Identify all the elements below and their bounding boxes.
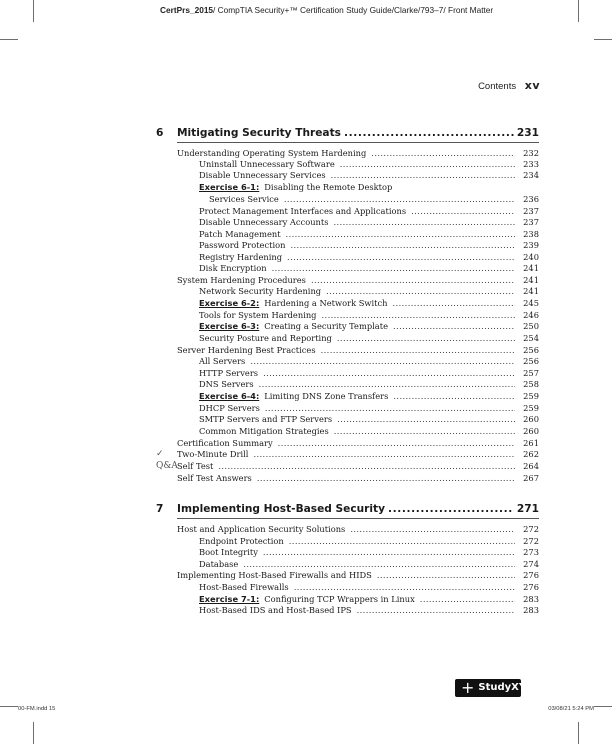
exercise-label: Exercise 6-4: [199, 391, 260, 401]
toc-exercise-entry [177, 297, 539, 309]
slug-date: 03/08/21 5:24 PM [548, 706, 594, 712]
toc-entry-page: 245 [523, 298, 539, 308]
crop-mark [0, 39, 18, 40]
toc-entry-page: 260 [523, 414, 539, 424]
dot-leader [377, 569, 515, 581]
toc-entry-page: 259 [523, 391, 539, 401]
dot-leader [253, 448, 515, 460]
toc-entry-text [177, 413, 332, 425]
toc-entry-title: Common Mitigation Strategies [199, 426, 329, 436]
toc-entry-title: Self Test Answers [177, 473, 252, 483]
toc-entry-text [177, 448, 248, 460]
toc-entry-title: Database [199, 559, 239, 569]
plus-icon: + [461, 678, 475, 697]
toc-entry-title: System Hardening Procedures [177, 275, 306, 285]
running-header-text: / CompTIA Security+™ Certification Study Guide/Clarke/793–7/ Front Matter [213, 5, 494, 15]
toc-entry-page: 237 [523, 206, 539, 216]
toc-entry-title: Two-Minute Drill [177, 449, 249, 459]
toc-entry-title: Network Security Hardening [199, 286, 322, 296]
toc-entry-title: Disk Encryption [199, 263, 267, 273]
chapter-page: 231 [516, 127, 539, 139]
toc-entry-page: 233 [523, 159, 539, 169]
toc-entry-page: 256 [523, 345, 539, 355]
dot-leader [218, 460, 515, 472]
dot-leader [263, 546, 515, 558]
toc-entry-text [177, 239, 285, 251]
dot-leader [290, 239, 515, 251]
exercise-label: Exercise 6-1: [199, 182, 260, 192]
toc-entry-page: 240 [523, 252, 539, 262]
toc-entry [177, 413, 539, 425]
dot-leader [272, 262, 515, 274]
brand-badge [455, 678, 527, 697]
toc-entry-text [177, 285, 321, 297]
toc-entry-page: 276 [523, 570, 539, 580]
toc-entry-text [177, 569, 372, 581]
toc-entry-page: 258 [523, 379, 539, 389]
toc-entry [177, 581, 539, 593]
toc-entry [177, 332, 539, 344]
toc-entry-page: 241 [523, 286, 539, 296]
toc-entry-title: Boot Integrity [199, 547, 258, 557]
toc-entry [177, 285, 539, 297]
dot-leader [393, 390, 515, 402]
toc-entry-page: 241 [523, 263, 539, 273]
exercise-label: Exercise 6-3: [199, 321, 260, 331]
chapter-heading [156, 127, 539, 139]
toc-entry [177, 604, 539, 616]
running-header [160, 5, 493, 15]
toc-entry-title: Endpoint Protection [199, 536, 284, 546]
toc-entry-text [177, 378, 254, 390]
toc-entry-page: 257 [523, 368, 539, 378]
toc-entry-text [177, 460, 213, 472]
toc-entry [177, 193, 539, 205]
page-header-label: Contents [478, 81, 517, 92]
toc-entry-title: HTTP Servers [199, 368, 259, 378]
toc-entry-title: Protect Management Interfaces and Applications [199, 206, 407, 216]
toc-entry-page: 274 [523, 559, 539, 569]
toc-entry-page: 260 [523, 426, 539, 436]
toc-entry-title: DNS Servers [199, 379, 254, 389]
toc-entry-title: Configuring TCP Wrappers in Linux [264, 594, 415, 604]
dot-leader [294, 581, 515, 593]
page-number: xv [524, 79, 540, 92]
toc-entry-page: 283 [523, 594, 539, 604]
toc-entry-text [177, 472, 252, 484]
toc-entry-text [177, 297, 388, 309]
toc-entry [177, 523, 539, 535]
toc-entry-page: 238 [523, 229, 539, 239]
slug-file: 00-FM.indd 15 [18, 706, 56, 712]
toc-entry-title: Tools for System Hardening [199, 310, 317, 320]
toc-entry-title: Services Service [209, 194, 279, 204]
crop-mark [578, 722, 579, 744]
toc-entry-page: 254 [523, 333, 539, 343]
dot-leader [357, 604, 515, 616]
crop-mark [594, 39, 612, 40]
toc-entry-page: 283 [523, 605, 539, 615]
crop-mark [578, 0, 579, 22]
toc-entry-page: 267 [523, 473, 539, 483]
toc-entry-page: 262 [523, 449, 539, 459]
toc-entry-title: Disable Unnecessary Accounts [199, 217, 329, 227]
toc-entry-text [177, 604, 352, 616]
toc-entry-title: SMTP Servers and FTP Servers [199, 414, 333, 424]
dot-leader [326, 285, 515, 297]
exercise-label: Exercise 6-2: [199, 298, 260, 308]
dot-leader [337, 332, 515, 344]
running-header-project: CertPrs_2015 [160, 5, 214, 15]
chapter-title: Implementing Host-Based Security [177, 503, 386, 515]
toc-entry-title: Understanding Operating System Hardening [177, 148, 367, 158]
toc-entry [177, 262, 539, 274]
toc-entry-title: Disabling the Remote Desktop [264, 182, 393, 192]
toc-entry-title: Implementing Host-Based Firewalls and HIDS [177, 570, 372, 580]
toc-entry-text [177, 181, 392, 193]
check-icon: ✓ [156, 449, 164, 459]
toc-entry-page: 261 [523, 438, 539, 448]
toc-entry [156, 448, 539, 460]
toc-entry-title: Security Posture and Reporting [199, 333, 332, 343]
toc-entry-title: Uninstall Unnecessary Software [199, 159, 335, 169]
toc-entry-title: Self Test [177, 461, 214, 471]
toc-entry [177, 169, 539, 181]
chapter-rule [177, 142, 539, 143]
chapter-title: Mitigating Security Threats [177, 127, 341, 139]
brand-name: StudyXY [478, 682, 527, 693]
dot-leader [344, 127, 514, 139]
toc-entry-title: Limiting DNS Zone Transfers [264, 391, 389, 401]
toc-entry-page: 259 [523, 403, 539, 413]
toc-entry-page: 237 [523, 217, 539, 227]
crop-mark [33, 722, 34, 744]
toc-entry-text [177, 169, 326, 181]
toc-entry-title: Hardening a Network Switch [264, 298, 388, 308]
toc-entry-page: 256 [523, 356, 539, 366]
dot-leader [350, 523, 515, 535]
toc-entry-text [177, 390, 388, 402]
dot-leader [331, 169, 515, 181]
toc-entry [177, 472, 539, 484]
toc-entry-text [177, 523, 345, 535]
toc-entry [177, 355, 539, 367]
toc-entry-title: Host and Application Security Solutions [177, 524, 346, 534]
chapter-rule [177, 518, 539, 519]
crop-mark [33, 0, 34, 22]
toc-exercise-entry [177, 181, 539, 193]
toc-entry-page: 264 [523, 461, 539, 471]
toc-entry-page: 232 [523, 148, 539, 158]
toc-entry [177, 425, 539, 437]
toc-entry-page: 273 [523, 547, 539, 557]
dot-leader [337, 413, 515, 425]
dot-leader [284, 193, 515, 205]
toc-entry-text [177, 355, 245, 367]
dot-leader [259, 378, 515, 390]
toc-entry [177, 216, 539, 228]
toc-entry [177, 239, 539, 251]
toc-entry-title: Registry Hardening [199, 252, 283, 262]
toc-entry-page: 239 [523, 240, 539, 250]
crop-mark [0, 706, 18, 707]
chapter-page: 271 [516, 503, 539, 515]
toc-entry-page: 272 [523, 524, 539, 534]
toc-entry-text [177, 581, 289, 593]
toc-entry-title: Creating a Security Template [264, 321, 388, 331]
toc-entry-title: Patch Management [199, 229, 281, 239]
toc-entry-text [177, 193, 279, 205]
chapter-number: 6 [156, 127, 164, 139]
toc-entry-title: Password Protection [199, 240, 286, 250]
dot-leader [393, 297, 515, 309]
toc-entry [156, 460, 539, 472]
toc-entry-title: Disable Unnecessary Services [199, 170, 326, 180]
toc-entry-page: 236 [523, 194, 539, 204]
toc-entry-text [177, 216, 328, 228]
toc-entry-title: Server Hardening Best Practices [177, 345, 316, 355]
chapter-heading [156, 503, 539, 515]
qa-icon: Q&A [156, 461, 178, 471]
toc-entry-title: All Servers [199, 356, 246, 366]
toc-entry-title: Certification Summary [177, 438, 273, 448]
toc-entry [177, 569, 539, 581]
toc-entry-page: 246 [523, 310, 539, 320]
crop-mark [594, 706, 612, 707]
dot-leader [250, 355, 515, 367]
dot-leader [334, 425, 515, 437]
dot-leader [333, 216, 515, 228]
toc-entry-text [177, 320, 388, 332]
toc-entry-page: 272 [523, 536, 539, 546]
dot-leader [388, 503, 514, 515]
chapter-number: 7 [156, 503, 164, 515]
toc-entry-page: 234 [523, 170, 539, 180]
toc-entry-page: 250 [523, 321, 539, 331]
toc-entry-text [177, 332, 332, 344]
dot-leader [257, 472, 515, 484]
toc-exercise-entry [177, 320, 539, 332]
toc-entry-title: Host-Based Firewalls [199, 582, 289, 592]
toc-entry-title: DHCP Servers [199, 403, 260, 413]
dot-leader [393, 320, 515, 332]
toc-entry-page: 276 [523, 582, 539, 592]
toc-exercise-entry [177, 390, 539, 402]
page-header [478, 79, 540, 92]
exercise-label: Exercise 7-1: [199, 594, 260, 604]
toc-entry-page: 241 [523, 275, 539, 285]
toc-entry-text [177, 262, 267, 274]
toc-entry-text [177, 546, 258, 558]
toc-entry-title: Host-Based IDS and Host-Based IPS [199, 605, 352, 615]
toc-entry [177, 378, 539, 390]
toc-entry [177, 546, 539, 558]
toc-entry-text [177, 425, 329, 437]
